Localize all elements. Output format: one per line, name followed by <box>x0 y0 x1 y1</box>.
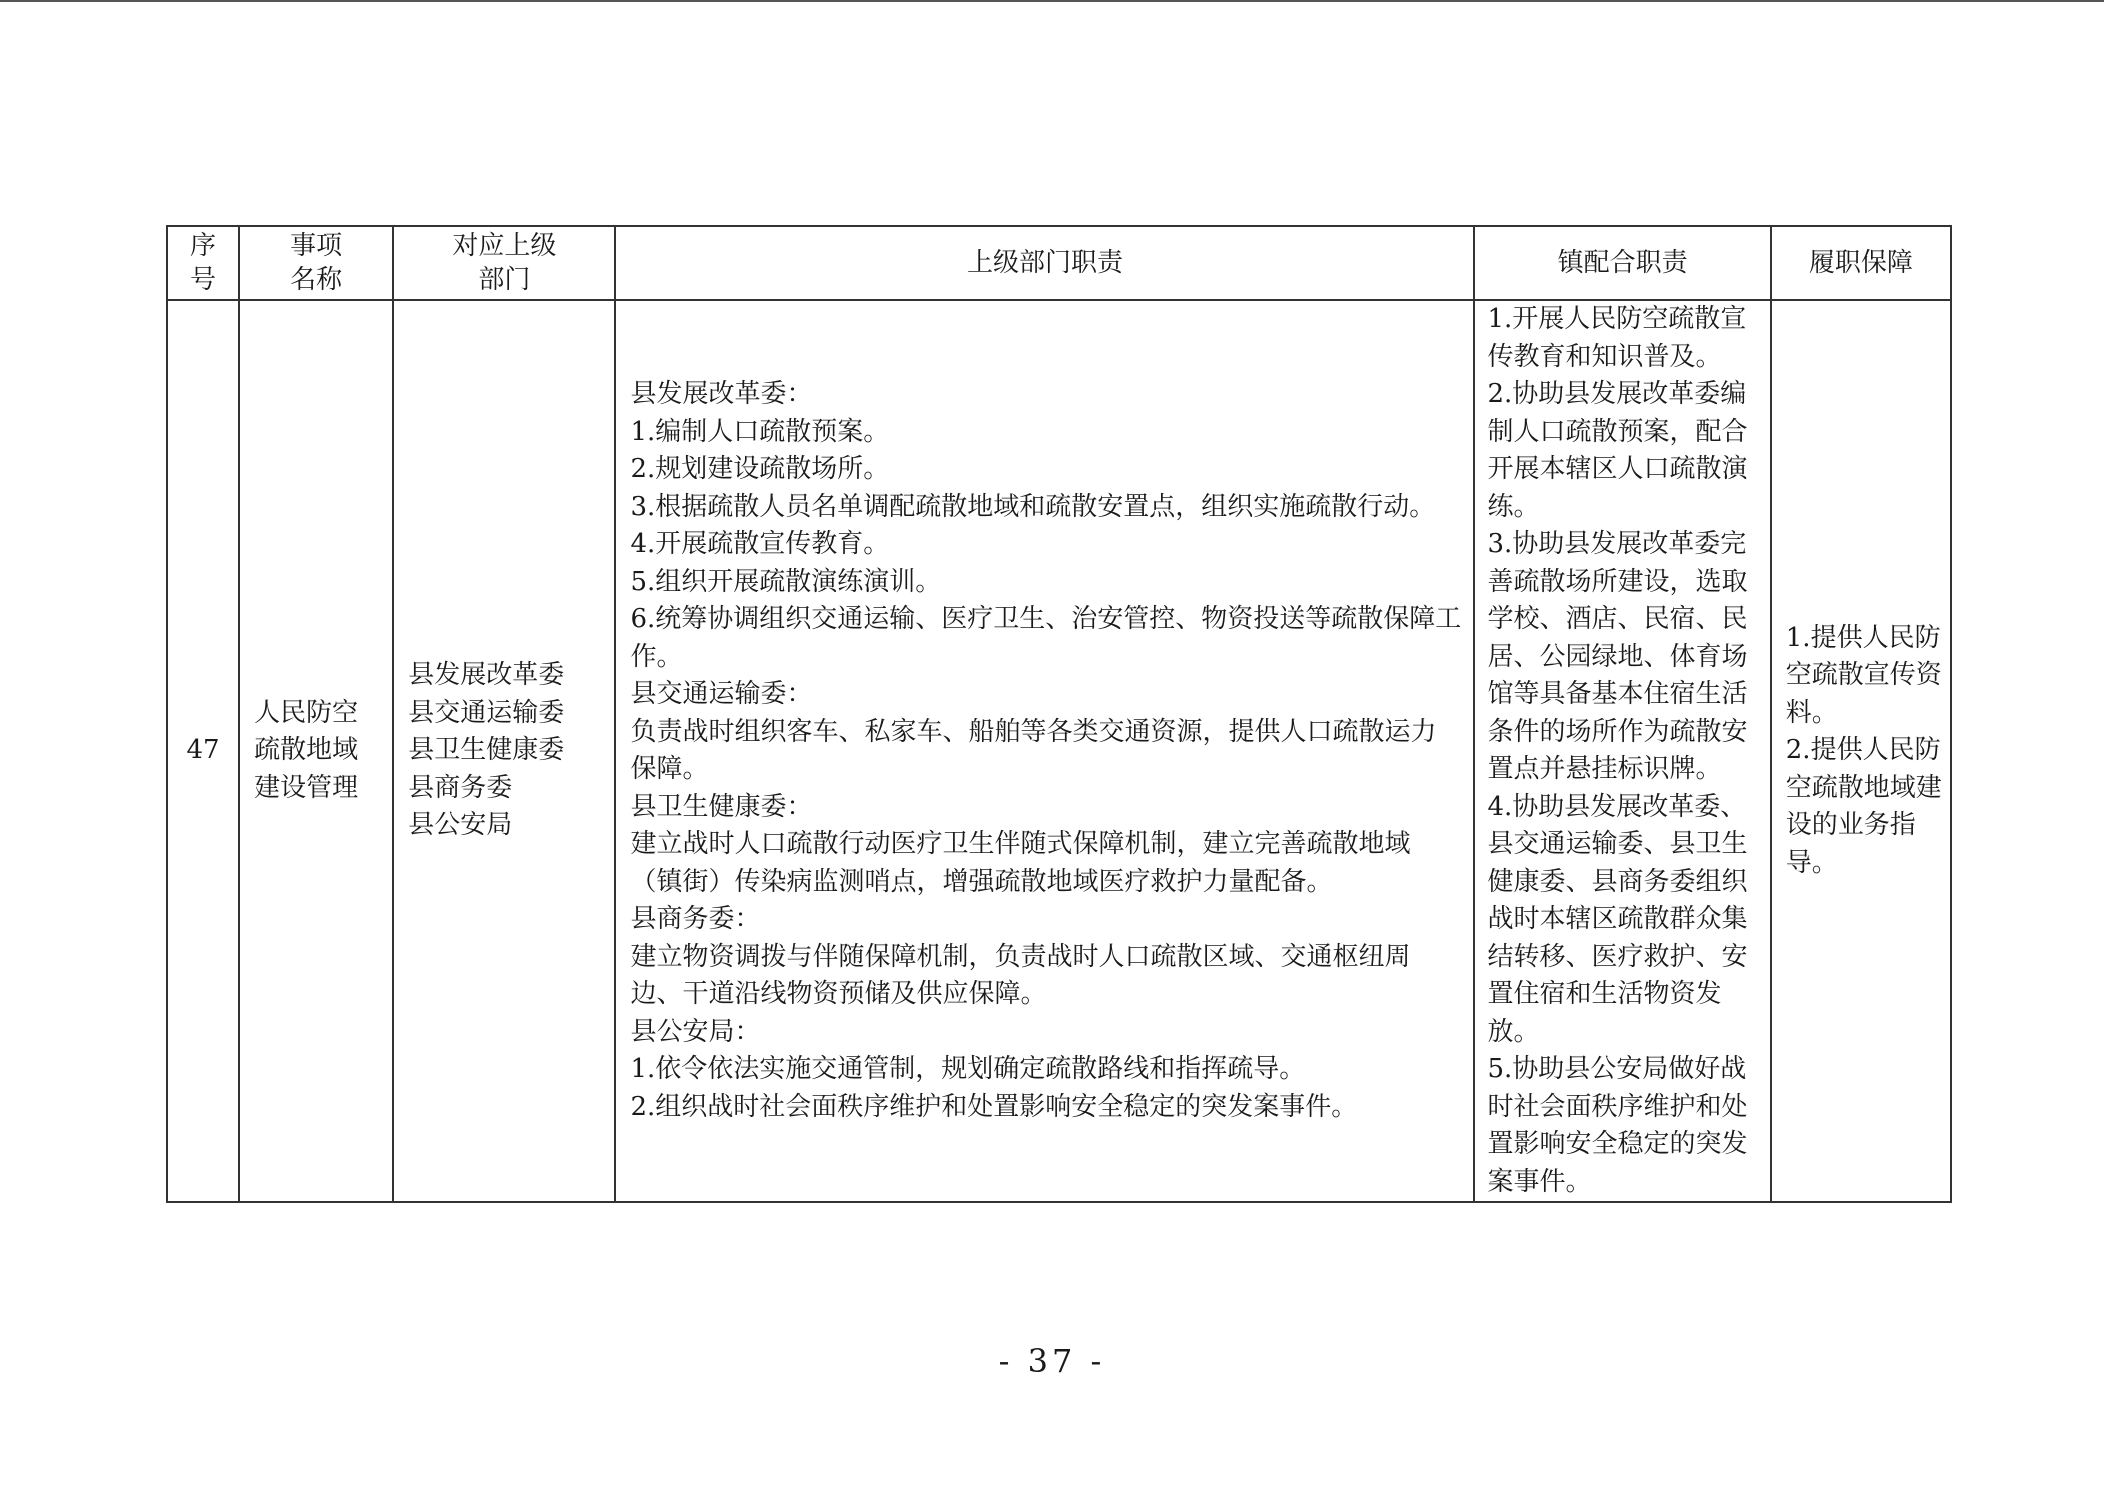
header-town-duties: 镇配合职责 <box>1474 226 1770 300</box>
duty-line: 县公安局： <box>630 1016 761 1047</box>
town-duty-line: 4.协助县发展改革委、县交通运输委、县卫生健康委、县商务委组织战时本辖区疏散群众集结转移、医疗救护、安置住宿和生活物资发放。 <box>1487 791 1748 1047</box>
header-dept: 对应上级 部门 <box>393 226 615 300</box>
town-duty-line: 3.协助县发展改革委完善疏散场所建设，选取学校、酒店、民宿、民居、公园绿地、体育场馆等具备基本住宿生活条件的场所作为疏散安置点并悬挂标识牌。 <box>1487 529 1748 784</box>
page-number: - 37 - <box>998 1342 1106 1380</box>
page-top-rule <box>0 0 2104 2</box>
town-duty-line: 5.协助县公安局做好战时社会面秩序维护和处置影响安全稳定的突发案事件。 <box>1487 1054 1748 1197</box>
cell-no: 47 <box>167 300 239 1202</box>
duty-table <box>166 225 1952 1203</box>
guarantee-line: 1.提供人民防空疏散宣传资料。 <box>1785 622 1942 728</box>
duty-line: 县发展改革委： <box>630 379 813 409</box>
duty-line: 3.根据疏散人员名单调配疏散地域和疏散安置点，组织实施疏散行动。 <box>630 491 1436 522</box>
duty-line: 6.统筹协调组织交通运输、医疗卫生、治安管控、物资投送等疏散保障工作。 <box>630 604 1462 672</box>
dept-line: 县卫生健康委 <box>408 735 565 766</box>
cell-guarantee <box>1771 300 1951 1202</box>
duty-line: 县交通运输委： <box>630 679 813 709</box>
dept-line: 县商务委 <box>408 772 513 803</box>
guarantee-line: 2.提供人民防空疏散地域建设的业务指导。 <box>1785 735 1942 878</box>
cell-town-duties <box>1474 300 1770 1202</box>
header-guarantee: 履职保障 <box>1771 226 1951 300</box>
dept-line: 县交通运输委 <box>408 697 565 728</box>
cell-upper-duties <box>615 300 1474 1202</box>
cell-item-name: 人民防空 疏散地域 建设管理 <box>239 300 393 1202</box>
header-no: 序 号 <box>167 226 239 300</box>
duty-line: 5.组织开展疏散演练演训。 <box>630 566 942 597</box>
town-duty-line: 2.协助县发展改革委编制人口疏散预案，配合开展本辖区人口疏散演练。 <box>1487 379 1748 522</box>
dept-line: 县发展改革委 <box>408 660 565 691</box>
cell-departments <box>393 300 615 1202</box>
duty-line: 4.开展疏散宣传教育。 <box>630 529 890 559</box>
duty-line: 建立物资调拨与伴随保障机制，负责战时人口疏散区域、交通枢纽周边、干道沿线物资预储及供应保障。 <box>630 941 1411 1009</box>
dept-line: 县公安局 <box>408 810 513 841</box>
duty-line: 2.组织战时社会面秩序维护和处置影响安全稳定的突发案事件。 <box>630 1091 1358 1122</box>
header-upper-duties: 上级部门职责 <box>615 226 1474 300</box>
header-name: 事项 名称 <box>239 226 393 300</box>
duty-line: 1.编制人口疏散预案。 <box>630 416 890 447</box>
duty-line: 负责战时组织客车、私家车、船舶等各类交通资源，提供人口疏散运力保障。 <box>630 716 1437 784</box>
duty-line: 县商务委： <box>630 904 761 934</box>
duty-line: 建立战时人口疏散行动医疗卫生伴随式保障机制，建立完善疏散地域（镇街）传染病监测哨点，增强疏散地域医疗救护力量配备。 <box>630 829 1411 897</box>
table-header-row <box>167 226 1951 300</box>
town-duty-line: 1.开展人民防空疏散宣传教育和知识普及。 <box>1487 304 1747 372</box>
duty-line: 县卫生健康委： <box>630 791 813 822</box>
duty-line: 1.依令依法实施交通管制，规划确定疏散路线和指挥疏导。 <box>630 1054 1306 1084</box>
table-row <box>167 300 1951 1202</box>
duty-line: 2.规划建设疏散场所。 <box>630 454 890 484</box>
